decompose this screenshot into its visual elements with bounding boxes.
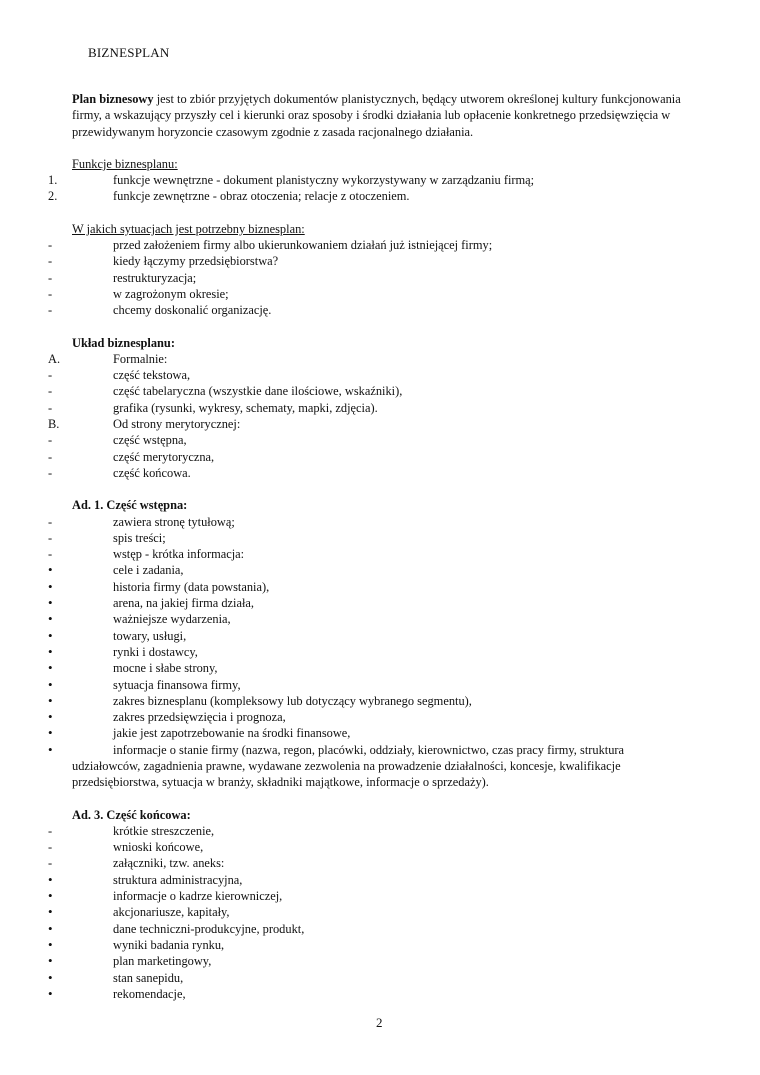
list-text: funkcje wewnętrzne - dokument planistyczny wykorzystywany w zarządzaniu firmą; xyxy=(113,173,535,188)
list-marker: - xyxy=(48,270,53,285)
list-item xyxy=(48,416,688,432)
list-text: akcjonariusze, kapitały, xyxy=(113,905,230,920)
list-marker: A. xyxy=(48,351,61,366)
list-item xyxy=(48,628,688,644)
list-text: grafika (rysunki, wykresy, schematy, mapki, zdjęcia). xyxy=(113,400,378,415)
situations-heading: W jakich sytuacjach jest potrzebny biznesplan: xyxy=(72,221,305,236)
list-item xyxy=(48,286,688,302)
list-item xyxy=(48,953,688,969)
list-item xyxy=(48,839,688,855)
list-text-continuation: udziałowców, zagadnienia prawne, wydawane zezwolenia na prowadzenie działalności, koncesje, kwalifikacje przedsiębiorstwa, sytuacja w branży, składniki majątkowe, informacje o sprzedaży). xyxy=(72,758,621,790)
list-item xyxy=(48,888,688,904)
list-text: część wstępna, xyxy=(113,433,187,448)
document-header: BIZNESPLAN xyxy=(88,45,170,60)
bullet-marker: • xyxy=(48,692,53,708)
intro-part-heading: Ad. 1. Część wstępna: xyxy=(72,498,188,513)
intro-text: jest to zbiór przyjętych dokumentów planistycznych, będący utworem określonej kultury funkcjonowania firmy, a wskazujący przyszły cel i kierunki oraz sposoby i środki działania lub opłacenie konkretnego przedsięwzięcia w przewidywanym horyzoncie czasowym zgodnie z zasada racjonalnego działania. xyxy=(72,92,681,139)
list-text: arena, na jakiej firma działa, xyxy=(113,596,255,611)
list-marker: - xyxy=(48,823,53,838)
list-item xyxy=(48,530,688,546)
list-marker: - xyxy=(48,303,53,318)
list-marker: 1. xyxy=(48,173,58,188)
list-item xyxy=(48,904,688,920)
bullet-marker: • xyxy=(48,985,53,1001)
situations-list xyxy=(48,237,688,318)
list-text: kiedy łączymy przedsiębiorstwa? xyxy=(113,254,279,269)
list-item xyxy=(48,546,688,562)
layout-list xyxy=(48,351,688,481)
bullet-marker: • xyxy=(48,595,53,611)
list-text: Od strony merytorycznej: xyxy=(113,417,241,432)
functions-heading: Funkcje biznesplanu: xyxy=(72,156,178,171)
bullet-marker: • xyxy=(48,953,53,969)
list-text: w zagrożonym okresie; xyxy=(113,286,229,301)
list-text: przed założeniem firmy albo ukierunkowaniem działań już istniejącej firmy; xyxy=(113,238,493,253)
list-text: krótkie streszczenie, xyxy=(113,823,215,838)
list-text: chcemy doskonalić organizację. xyxy=(113,303,272,318)
list-marker: - xyxy=(48,286,53,301)
list-text: rekomendacje, xyxy=(113,986,186,1001)
list-text: część merytoryczna, xyxy=(113,449,215,464)
list-item xyxy=(48,986,688,1002)
page-number: 2 xyxy=(376,1015,383,1030)
list-marker: 2. xyxy=(48,189,58,204)
list-text: zawiera stronę tytułową; xyxy=(113,514,235,529)
intro-part-list xyxy=(48,514,688,791)
list-item xyxy=(48,253,688,269)
list-item-long xyxy=(48,742,688,791)
list-text: rynki i dostawcy, xyxy=(113,644,198,659)
bullet-marker: • xyxy=(48,562,53,578)
list-text: historia firmy (data powstania), xyxy=(113,579,270,594)
list-item xyxy=(48,872,688,888)
list-item xyxy=(48,693,688,709)
bullet-marker: • xyxy=(48,578,53,594)
list-item xyxy=(48,725,688,741)
bullet-marker: • xyxy=(48,904,53,920)
list-marker: - xyxy=(48,384,53,399)
bullet-marker: • xyxy=(48,969,53,985)
list-text: towary, usługi, xyxy=(113,628,187,643)
list-text: informacje o stanie firmy (nazwa, regon, placówki, oddziały, kierownictwo, czas pracy firmy, struktura xyxy=(113,742,625,757)
list-text: Formalnie: xyxy=(113,351,168,366)
list-marker: - xyxy=(48,840,53,855)
list-item xyxy=(48,400,688,416)
bullet-marker: • xyxy=(48,888,53,904)
list-text: mocne i słabe strony, xyxy=(113,661,218,676)
list-marker: - xyxy=(48,368,53,383)
list-item xyxy=(48,579,688,595)
bullet-marker: • xyxy=(48,676,53,692)
list-item xyxy=(48,855,688,871)
list-item xyxy=(48,383,688,399)
bullet-marker: • xyxy=(48,741,53,757)
list-text: dane techniczni-produkcyjne, produkt, xyxy=(113,921,305,936)
document-body xyxy=(48,91,688,1002)
list-marker: - xyxy=(48,400,53,415)
list-marker: - xyxy=(48,530,53,545)
list-text: struktura administracyjna, xyxy=(113,872,243,887)
list-item xyxy=(48,595,688,611)
list-item xyxy=(48,367,688,383)
list-item xyxy=(48,514,688,530)
list-text: sytuacja finansowa firmy, xyxy=(113,677,241,692)
intro-term: Plan biznesowy xyxy=(72,92,154,106)
list-item xyxy=(48,611,688,627)
list-item xyxy=(48,937,688,953)
final-part-heading: Ad. 3. Część końcowa: xyxy=(72,807,191,822)
list-text: jakie jest zapotrzebowanie na środki finansowe, xyxy=(113,726,351,741)
list-marker: - xyxy=(48,547,53,562)
bullet-marker: • xyxy=(48,725,53,741)
list-item xyxy=(48,237,688,253)
list-marker: - xyxy=(48,254,53,269)
list-text: ważniejsze wydarzenia, xyxy=(113,612,231,627)
list-text: część końcowa. xyxy=(113,465,191,480)
list-item xyxy=(48,449,688,465)
list-marker: - xyxy=(48,449,53,464)
list-item xyxy=(48,302,688,318)
list-text: zakres biznesplanu (kompleksowy lub dotyczący wybranego segmentu), xyxy=(113,693,472,708)
list-text: informacje o kadrze kierowniczej, xyxy=(113,889,283,904)
list-text: zakres przedsięwzięcia i prognoza, xyxy=(113,710,286,725)
list-item xyxy=(48,970,688,986)
functions-list xyxy=(48,172,688,205)
list-marker: - xyxy=(48,514,53,529)
list-marker: B. xyxy=(48,417,60,432)
bullet-marker: • xyxy=(48,611,53,627)
bullet-marker: • xyxy=(48,627,53,643)
list-text: funkcje zewnętrzne - obraz otoczenia; relacje z otoczeniem. xyxy=(113,189,410,204)
list-item xyxy=(48,351,688,367)
list-marker: - xyxy=(48,238,53,253)
list-item xyxy=(48,562,688,578)
list-item xyxy=(48,823,688,839)
list-item xyxy=(48,465,688,481)
bullet-marker: • xyxy=(48,660,53,676)
list-text: spis treści; xyxy=(113,530,166,545)
bullet-marker: • xyxy=(48,936,53,952)
list-text: plan marketingowy, xyxy=(113,954,212,969)
list-item xyxy=(48,644,688,660)
list-item xyxy=(48,709,688,725)
list-marker: - xyxy=(48,856,53,871)
list-text: restrukturyzacja; xyxy=(113,270,197,285)
list-text: załączniki, tzw. aneks: xyxy=(113,856,225,871)
list-marker: - xyxy=(48,465,53,480)
list-item xyxy=(48,172,688,188)
list-text: wyniki badania rynku, xyxy=(113,937,225,952)
list-text: wnioski końcowe, xyxy=(113,840,204,855)
intro-paragraph xyxy=(72,91,688,140)
list-item xyxy=(48,677,688,693)
list-item xyxy=(48,270,688,286)
list-item xyxy=(48,432,688,448)
final-part-list xyxy=(48,823,688,1002)
list-text: część tekstowa, xyxy=(113,368,191,383)
bullet-marker: • xyxy=(48,709,53,725)
bullet-marker: • xyxy=(48,871,53,887)
list-marker: - xyxy=(48,433,53,448)
list-text: wstęp - krótka informacja: xyxy=(113,547,245,562)
list-text: część tabelaryczna (wszystkie dane ilościowe, wskaźniki), xyxy=(113,384,403,399)
list-text: stan sanepidu, xyxy=(113,970,184,985)
list-item xyxy=(48,188,688,204)
list-text: cele i zadania, xyxy=(113,563,184,578)
list-item xyxy=(48,660,688,676)
bullet-marker: • xyxy=(48,920,53,936)
layout-heading: Układ biznesplanu: xyxy=(72,335,175,350)
bullet-marker: • xyxy=(48,643,53,659)
list-item xyxy=(48,921,688,937)
